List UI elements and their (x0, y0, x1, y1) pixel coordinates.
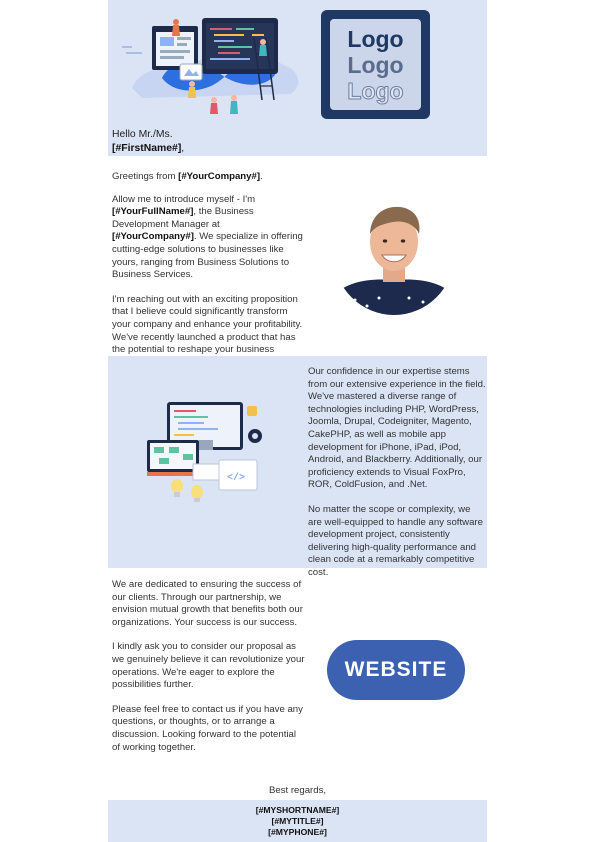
logo-inner (330, 19, 421, 110)
intro-text-a: Allow me to introduce myself - I'm (112, 193, 256, 205)
svg-text:</>: </> (227, 473, 246, 484)
full-name-placeholder: [#YourFullName#] (112, 206, 194, 218)
proposition-paragraph: I'm reaching out with an exciting proposition that I believe could significantly transform your company and enhance your profitability. We've recently launched a product that has the potential to reshape your business (112, 293, 303, 356)
company-placeholder-2: [#YourCompany#] (112, 231, 194, 243)
first-name-placeholder: [#FirstName#] (112, 142, 182, 154)
best-regards: Best regards, (268, 785, 327, 796)
intro-text-c: . We specialize in offering cutting-edge solutions to businesses like yours, ranging from Business Solutions to Business Services. (112, 231, 303, 281)
contact-paragraph: Please feel free to contact us if you have any questions, or thoughts, or to arrange a discussion. Looking forward to the potential of working together. (112, 703, 303, 753)
dedication-paragraph: We are dedicated to ensuring the success of our clients. Through our partnership, we envision mutual growth that benefits both our organizations. Your success is our success. (112, 579, 303, 628)
phone-placeholder: [#MYPHONE#] (268, 827, 327, 837)
intro-section (112, 171, 304, 369)
logo-text-1: Logo (347, 25, 404, 52)
salutation (112, 128, 412, 155)
experience-paragraph: Our confidence in our expertise stems from our extensive experience in the field. We've mastered a diverse range of technologies including PHP, WordPress, Joomla, Drupal, Codeigniter, Magento, CakePHP, as well as mobile app development for iPhone, iPad, iPod, Android, and Blackberry. Additionally, our proficiency extends to Visual FoxPro, ROR, ColdFusion, and .Net. (308, 366, 486, 491)
intro-text-b: , the Business Development Manager at (112, 206, 254, 230)
greetings-suffix: . (260, 171, 263, 182)
salutation-suffix: , (181, 142, 185, 154)
salutation-prefix: Hello Mr./Ms. (112, 129, 173, 140)
logo-text-2: Logo (347, 51, 404, 78)
company-logo (321, 10, 430, 119)
greetings-line (112, 171, 304, 184)
software-development-illustration (147, 402, 269, 502)
closing-section (112, 579, 306, 754)
greetings-prefix: Greetings from (112, 171, 179, 182)
salutation-name-line (112, 142, 412, 156)
company-placeholder: [#YourCompany#] (178, 171, 261, 182)
title-placeholder: [#MYTITLE#] (271, 816, 324, 826)
expertise-section (308, 366, 486, 580)
consideration-paragraph: I kindly ask you to consider our proposal as we genuinely believe it can revolutionize your operations. We're eager to explore the possibilities further. (112, 641, 305, 691)
short-name-placeholder: [#MYSHORTNAME#] (255, 805, 340, 815)
logo-text-3: Logo (347, 77, 404, 104)
signature-block (108, 805, 487, 838)
intro-paragraph (112, 194, 304, 282)
developers-illustration (122, 8, 312, 120)
capability-paragraph: No matter the scope or complexity, we are well-equipped to handle any software development project, consistently delivering high-quality performance and clean code at a remarkably competitive cost. (308, 503, 483, 578)
portrait-photo (333, 194, 455, 316)
website-button[interactable]: WEBSITE (327, 640, 465, 700)
